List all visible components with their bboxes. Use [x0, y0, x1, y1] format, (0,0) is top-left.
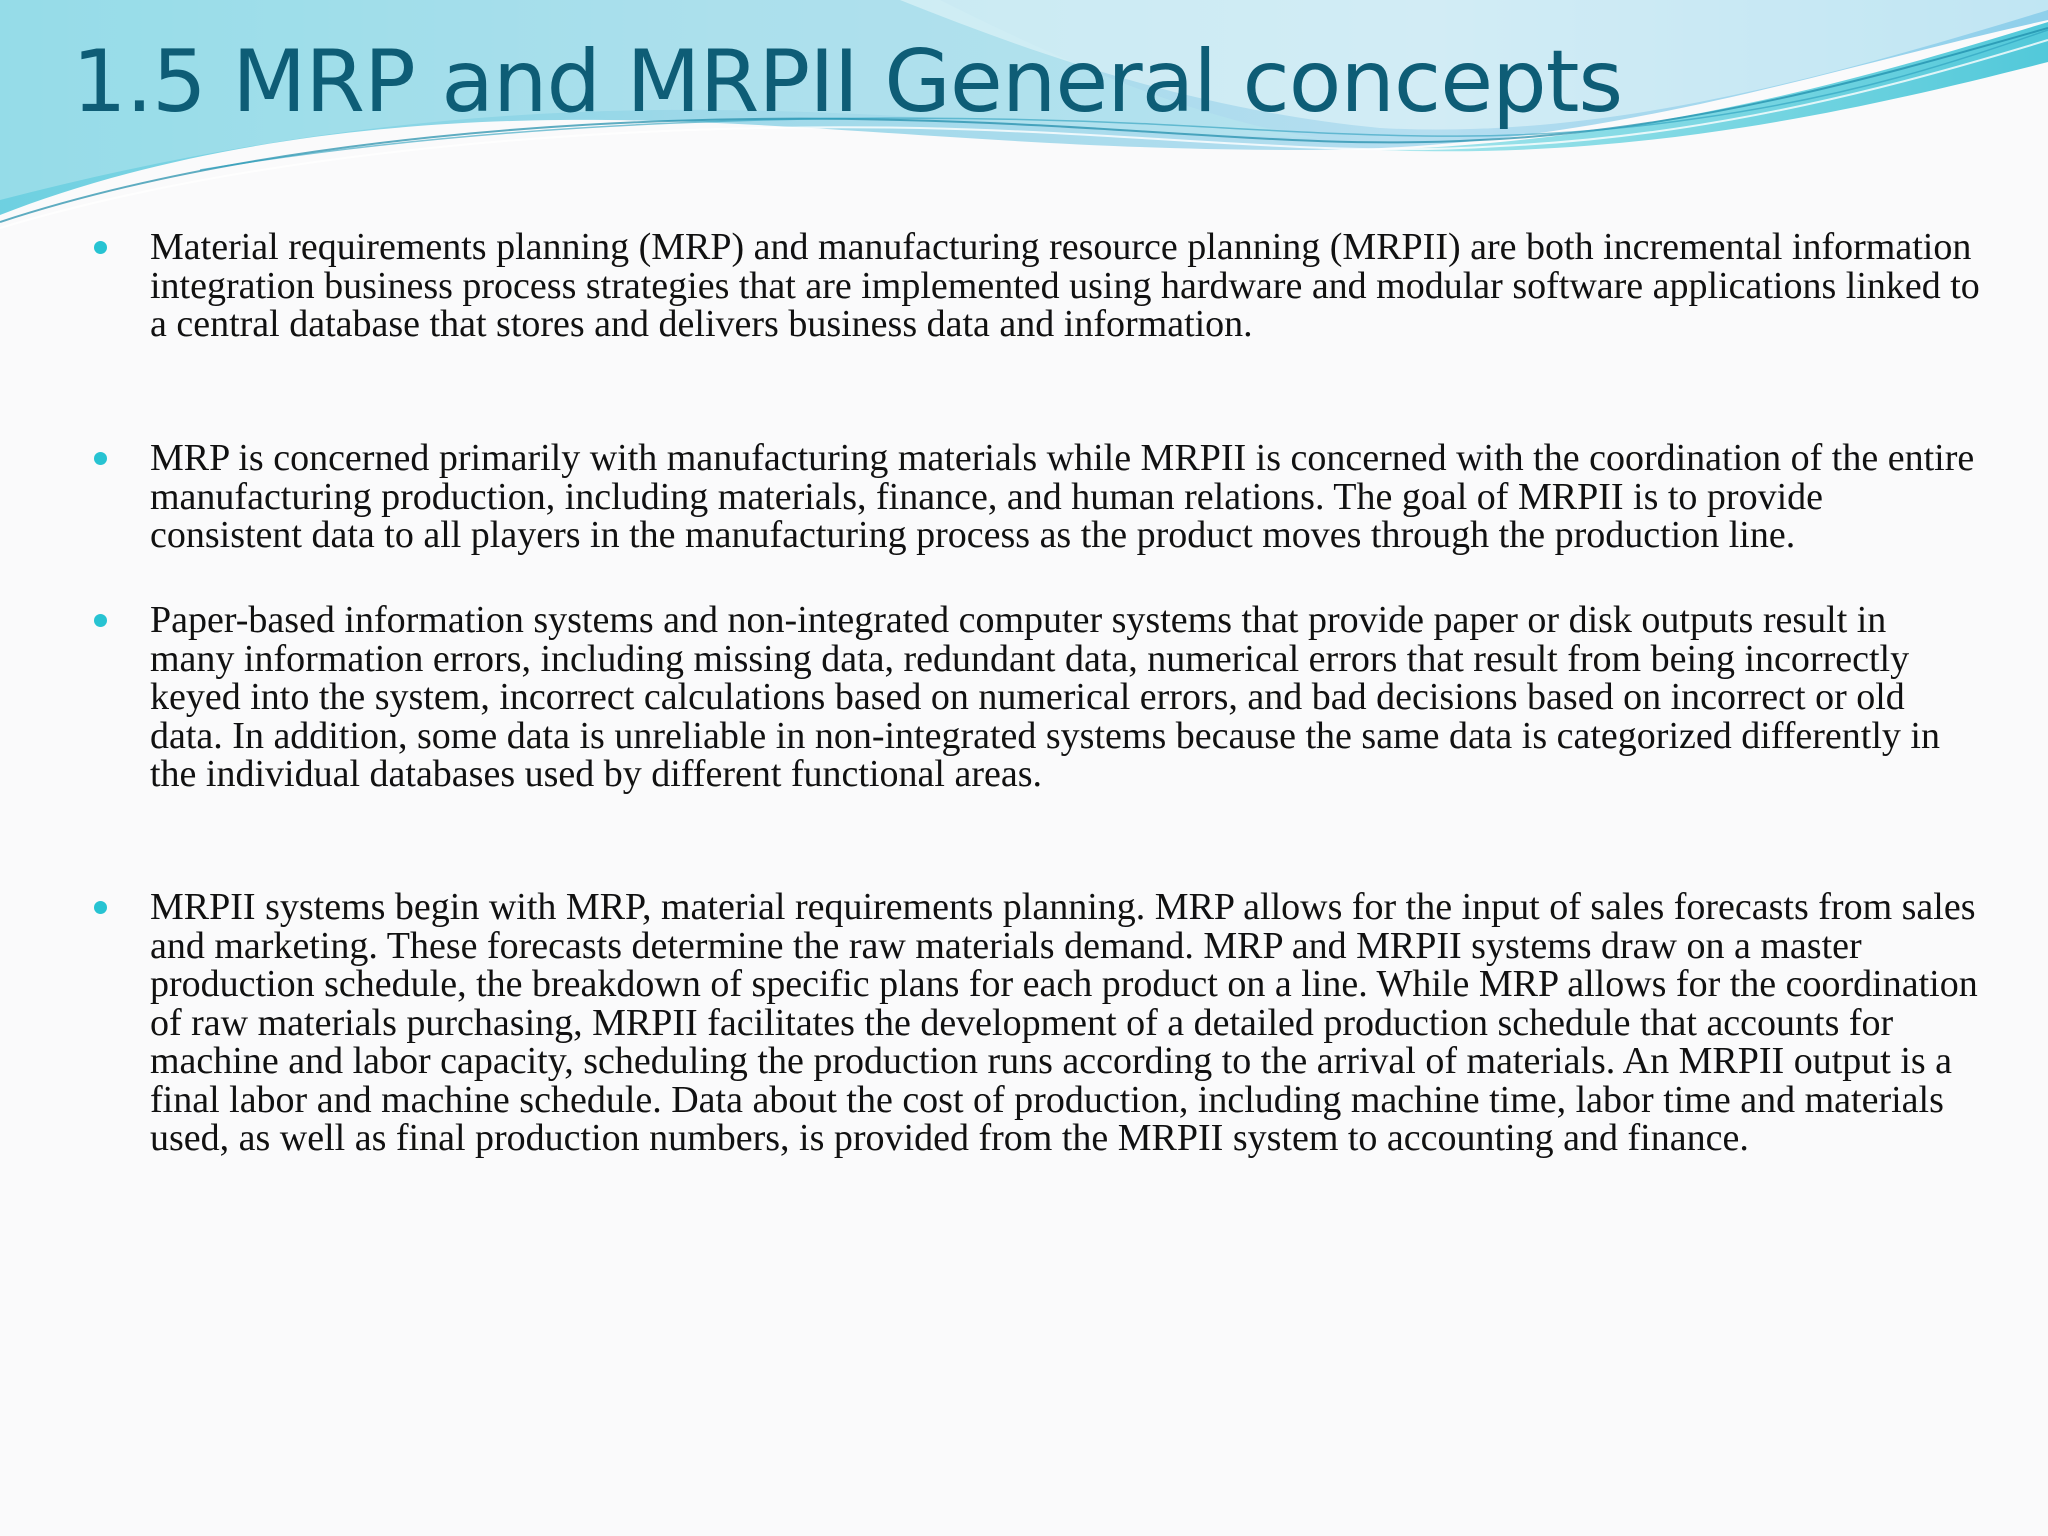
- bullet-text: Paper-based information systems and non-integrated computer systems that provide paper or disk outputs result in many information errors, including missing data, redundant data, numerical errors that result from being incorrectly keyed into the system, incorrect calculations based on numerical errors, and bad decisions based on incorrect or old data. In addition, some data is unreliable in non-integrated systems because the same data is categorized differently in the individual databases used by different functional areas.: [150, 599, 1940, 795]
- slide-title: 1.5 MRP and MRPII General concepts: [72, 32, 1623, 132]
- bullet-dot-icon: [94, 452, 107, 465]
- bullet-dot-icon: [94, 241, 107, 254]
- bullet-item-paper-based-systems: [150, 601, 1980, 794]
- bullet-item-mrp-vs-mrpii: [150, 439, 1980, 555]
- bullet-dot-icon: [94, 901, 107, 914]
- bullet-text: Material requirements planning (MRP) and manufacturing resource planning (MRPII) are both incremental information integration business process strategies that are implemented using hardware and modular software applications linked to a central database that stores and delivers business data and information.: [150, 226, 1980, 345]
- bullet-item-mrp-mrpii-definition: [150, 228, 1980, 344]
- bullet-dot-icon: [94, 614, 107, 627]
- bullet-text: MRP is concerned primarily with manufacturing materials while MRPII is concerned with the coordination of the entire manufacturing production, including materials, finance, and human relations. The goal of MRPII is to provide consistent data to all players in the manufacturing process as the product moves through the production line.: [150, 437, 1975, 556]
- bullet-text: MRPII systems begin with MRP, material requirements planning. MRP allows for the input of sales forecasts from sales and marketing. These forecasts determine the raw materials demand. MRP and MRPII systems draw on a master production schedule, the breakdown of specific plans for each product on a line. While MRP allows for the coordination of raw materials purchasing, MRPII facilitates the development of a detailed production schedule that accounts for machine and labor capacity, scheduling the production runs according to the arrival of materials. An MRPII output is a final labor and machine schedule. Data about the cost of production, including machine time, labor time and materials used, as well as final production numbers, is provided from the MRPII system to accounting and finance.: [150, 886, 1978, 1159]
- bullet-item-mrpii-systems: [150, 888, 1980, 1158]
